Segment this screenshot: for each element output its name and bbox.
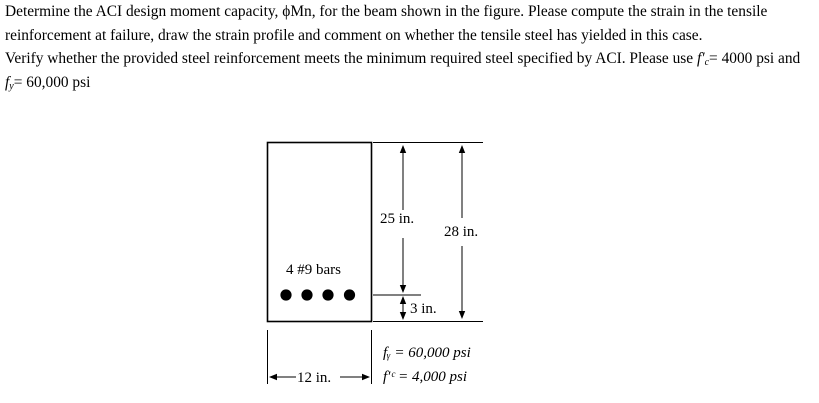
rebar-4 <box>344 289 355 300</box>
fy-subscript: y <box>9 80 14 92</box>
bars-label: 4 #9 bars <box>286 262 341 278</box>
fc-symbol: f′ <box>696 50 705 67</box>
rebar-group <box>280 289 355 300</box>
rebar-3 <box>322 289 333 300</box>
fy-symbol: f <box>5 73 10 91</box>
paragraph-2-text: Verify whether the provided steel reinforcement meets the minimum required steel specified by ACI. Please use <box>5 50 697 67</box>
rebar-2 <box>301 289 312 300</box>
fc-property-label: f′ᶜ = 4,000 psi <box>383 369 468 385</box>
total-depth-label: 28 in. <box>444 224 479 240</box>
fc-value: = 4000 psi and <box>709 50 801 67</box>
width-label: 12 in. <box>297 370 332 386</box>
rebar-1 <box>280 289 291 300</box>
fc-subscript: c <box>704 57 710 68</box>
cover-label: 3 in. <box>410 301 437 317</box>
effective-depth-label: 25 in. <box>380 211 415 227</box>
problem-paragraph-1: Determine the ACI design moment capacity, ϕMn, for the beam shown in the figure. Please compute the strain in the tensile reinforcement at failure, draw the strain profile and comment on whether the tensile steel has yielded in this case. <box>5 3 768 44</box>
fy-property-label: fᵧ = 60,000 psi <box>383 345 471 361</box>
fy-value: = 60,000 psi <box>13 73 91 91</box>
